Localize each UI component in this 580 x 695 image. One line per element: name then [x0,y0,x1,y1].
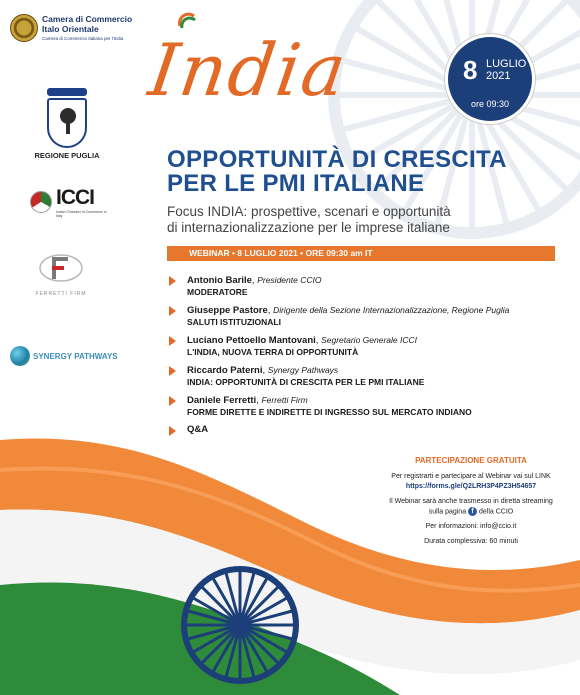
speaker-name: Antonio Barile [187,275,252,286]
speaker-name: Luciano Pettoello Mantovani [187,335,316,346]
synergy-pathways-logo [10,346,118,366]
info-contact: Per informazioni: info@ccio.it [425,523,517,531]
subtitle-line1: Focus INDIA: prospettive, scenari e opportunità [167,204,451,219]
speaker-role: Ferretti Firm [261,395,308,405]
title-line1: OPPORTUNITÀ DI CRESCITA [167,146,507,173]
ferretti-f-icon [38,250,84,286]
regione-puglia-label: REGIONE PUGLIA [34,151,100,160]
date-badge [445,34,535,124]
date-day: 8 [463,55,478,85]
speaker-topic: L'INDIA, NUOVA TERRA DI OPPORTUNITÀ [187,347,359,357]
speaker-topic: SALUTI ISTITUZIONALI [187,317,281,327]
arrow-icon [169,336,176,346]
speaker-name: Riccardo Paterni [187,365,263,376]
speaker-role: Synergy Pathways [267,365,339,375]
participation-heading: PARTECIPAZIONE GRATUITA [415,456,527,465]
webinar-date-bar: WEBINAR • 8 LUGLIO 2021 • ORE 09:30 am IT [167,246,555,261]
speaker-name: Giuseppe Pastore [187,305,268,316]
ccio-name-line2: Italo Orientale [42,24,99,34]
qa-item [167,424,567,436]
registration-link[interactable]: https://forms.gle/Q2LRH3P4PZ3H54657 [405,483,537,490]
subtitle-line2: di internazionalizzazione per le imprese italiane [167,220,450,235]
puglia-shield-icon [47,98,87,148]
date-month: LUGLIO [486,58,527,70]
date-year: 2021 [486,70,511,82]
speaker-item: Giuseppe Pastore, Dirigente della Sezione Internazionalizzazione, Regione Puglia SALUTI ISTITUZIONALI [167,304,567,328]
ferretti-firm-logo [22,250,100,297]
date-month-year [486,58,526,82]
crown-icon [47,88,87,96]
synergy-globe-icon [10,346,30,366]
speaker-item: Antonio Barile, Presidente CCIO MODERATORE [167,274,567,298]
icci-subline: Indian Chamber of Commerce in Italy [56,210,107,218]
stream-page-line [382,507,560,517]
arrow-icon [169,306,176,316]
duration-text: Durata complessiva: 60 minuti [424,538,518,546]
stream-pre: sulla pagina [428,508,467,516]
stream-text: Il Webinar sarà anche trasmesso in diretta streaming [389,498,553,505]
ferretti-firm-label: FERRETTI FIRM [35,291,87,297]
icci-globe-icon [30,191,52,213]
synergy-label: SYNERGY PATHWAYS [33,351,118,361]
date-time: ore 09:30 [470,99,510,109]
ccio-name-line1: Camera di Commercio [42,14,133,24]
arrow-icon [169,366,176,376]
arrow-icon [169,396,176,406]
register-text: Per registrarti e partecipare al Webinar vai sul LINK [391,473,551,480]
speaker-topic: FORME DIRETTE E INDIRETTE DI INGRESSO SUL MERCATO INDIANO [187,407,472,417]
ccio-subline: Camera di Commercio Italiana per l'India [42,36,124,41]
india-title: India [144,28,353,112]
speaker-role: Presidente CCIO [257,275,322,285]
page-title [167,148,507,196]
speaker-item: Daniele Ferretti, Ferretti Firm FORME DIRETTE E INDIRETTE DI INGRESSO SUL MERCATO INDIANO [167,394,567,418]
regione-puglia-logo [34,88,100,160]
speaker-topic: MODERATORE [187,287,248,297]
speaker-list [167,274,567,442]
qa-label: Q&A [187,424,209,435]
participation-info [382,456,560,547]
speaker-role: Dirigente della Sezione Internazionalizzazione, Regione Puglia [273,305,510,315]
speaker-role: Segretario Generale ICCI [321,335,417,345]
stream-post: della CCIO [479,508,514,516]
ccio-logo [10,14,132,42]
speaker-item: Riccardo Paterni, Synergy Pathways INDIA: OPPORTUNITÀ DI CRESCITA PER LE PMI ITALIANE [167,364,567,388]
speaker-item: Luciano Pettoello Mantovani, Segretario Generale ICCI L'INDIA, NUOVA TERRA DI OPPORTUNITÀ [167,334,567,358]
ashoka-chakra [184,569,296,681]
facebook-icon[interactable]: f [468,507,477,516]
ccio-seal-icon [10,14,38,42]
speaker-topic: INDIA: OPPORTUNITÀ DI CRESCITA PER LE PMI ITALIANE [187,377,425,387]
title-line2: PER LE PMI ITALIANE [167,170,425,197]
icci-logo [30,186,111,218]
icci-wordmark: ICCI [56,186,94,209]
arrow-icon [169,276,176,286]
arrow-icon [169,426,176,436]
subtitle [167,204,451,236]
speaker-name: Daniele Ferretti [187,395,257,406]
